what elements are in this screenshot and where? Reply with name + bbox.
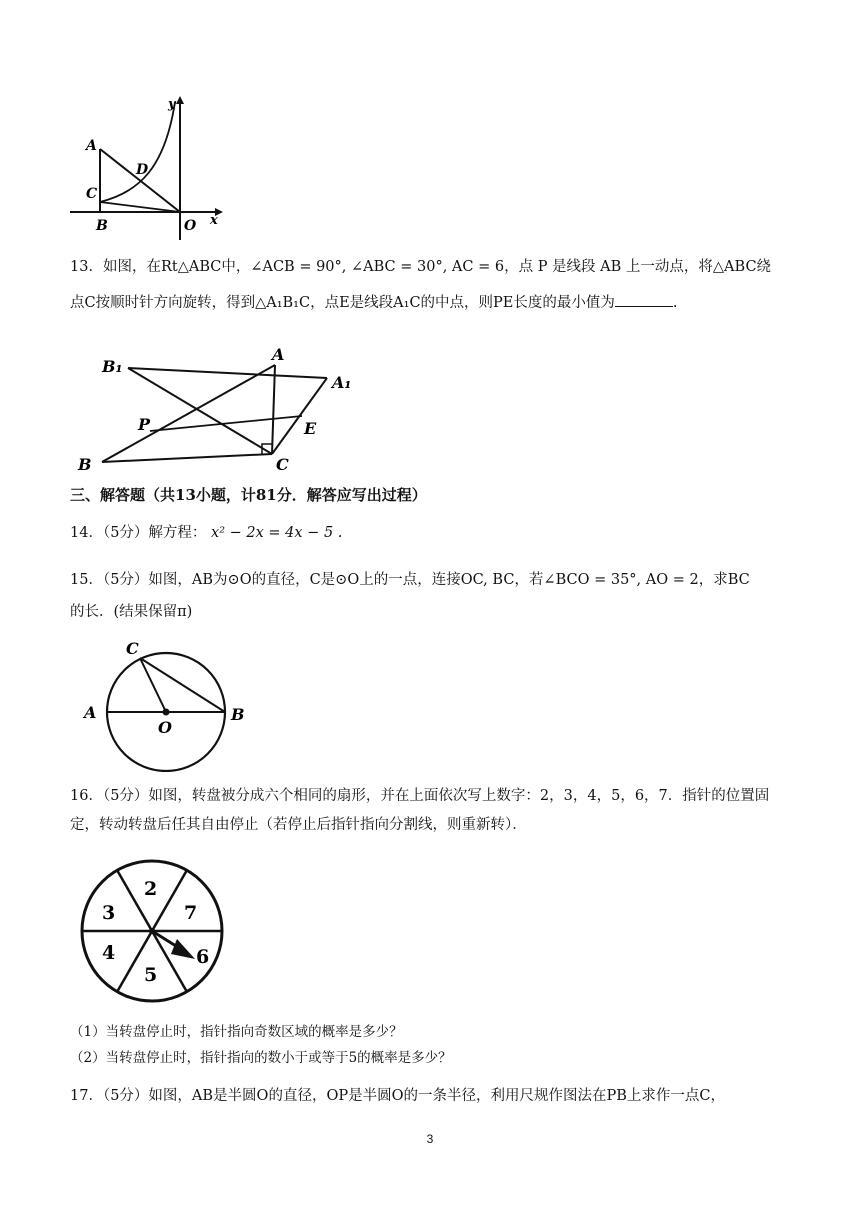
figure-q16-spinner	[74, 855, 234, 1005]
q13-line2	[70, 292, 790, 313]
label-x: x	[210, 213, 218, 228]
figure-q12-graph	[60, 92, 230, 242]
graph-svg	[60, 92, 230, 242]
figure-q13-rotation	[72, 340, 362, 475]
label-C: C	[276, 455, 289, 474]
sector-6: 6	[196, 946, 210, 968]
q13-line2-text: 点C按顺时针方向旋转，得到△A₁B₁C，点E是线段A₁C的中点，则PE长度的最小值为	[70, 295, 615, 311]
label-A: A	[84, 703, 97, 722]
label-A1: A₁	[332, 373, 352, 392]
spinner-svg	[74, 855, 234, 1005]
q16-line1: 16．（5分）如图，转盘被分成六个相同的扇形，并在上面依次写上数字：2，3，4，5，6，7．指针的位置固	[70, 788, 770, 804]
label-P: P	[138, 415, 151, 434]
q15-line2: 的长．(结果保留π)	[70, 604, 193, 620]
label-B: B	[231, 705, 245, 724]
q16-sub2: （2）当转盘停止时，指针指向的数小于或等于5的概率是多少？	[70, 1050, 452, 1066]
q17-line1: 17．（5分）如图，AB是半圆O的直径，OP是半圆O的一条半径，利用尺规作图法在PB上求作一点C，	[70, 1088, 725, 1104]
figure-q15-circle	[80, 632, 260, 772]
label-A: A	[86, 138, 97, 154]
label-C: C	[86, 186, 98, 202]
label-O: O	[158, 718, 172, 737]
q15-line1: 15．（5分）如图，AB为⊙O的直径，C是⊙O上的一点，连接OC, BC，若∠BCO = 35°, AO = 2，求BC	[70, 572, 750, 588]
label-y: y	[168, 97, 176, 112]
q13-line2-end: .	[672, 295, 678, 311]
sector-5: 5	[144, 964, 158, 986]
label-B: B	[78, 455, 92, 474]
label-A: A	[272, 345, 285, 364]
circle-svg	[80, 632, 260, 772]
q16-line2: 定，转动转盘后任其自由停止（若停止后指针指向分割线，则重新转）．	[70, 817, 527, 833]
q13-line1: 13．如图，在Rt△ABC中，∠ACB = 90°, ∠ABC = 30°, AC = 6，点 P 是线段 AB 上一动点，将△ABC绕	[70, 259, 772, 275]
label-O: O	[184, 218, 197, 234]
answer-blank	[615, 292, 673, 307]
label-E: E	[304, 419, 317, 438]
q16-sub1: （1）当转盘停止时，指针指向奇数区域的概率是多少？	[70, 1024, 403, 1040]
sector-7: 7	[184, 902, 198, 924]
label-D: D	[136, 162, 149, 178]
sector-2: 2	[144, 878, 158, 900]
sector-4: 4	[102, 942, 116, 964]
sector-3: 3	[102, 902, 116, 924]
page-number: 3	[426, 1132, 434, 1146]
q14-line	[70, 523, 790, 543]
rotation-svg	[72, 340, 362, 475]
label-C: C	[126, 639, 139, 658]
label-B: B	[96, 218, 108, 234]
label-B1: B₁	[102, 357, 123, 376]
section-heading: 三、解答题（共13小题，计81分．解答应写出过程）	[70, 486, 427, 504]
q14-label: 14．（5分）解方程：	[70, 525, 207, 541]
q14-equation: x² − 2x = 4x − 5 .	[211, 525, 343, 541]
